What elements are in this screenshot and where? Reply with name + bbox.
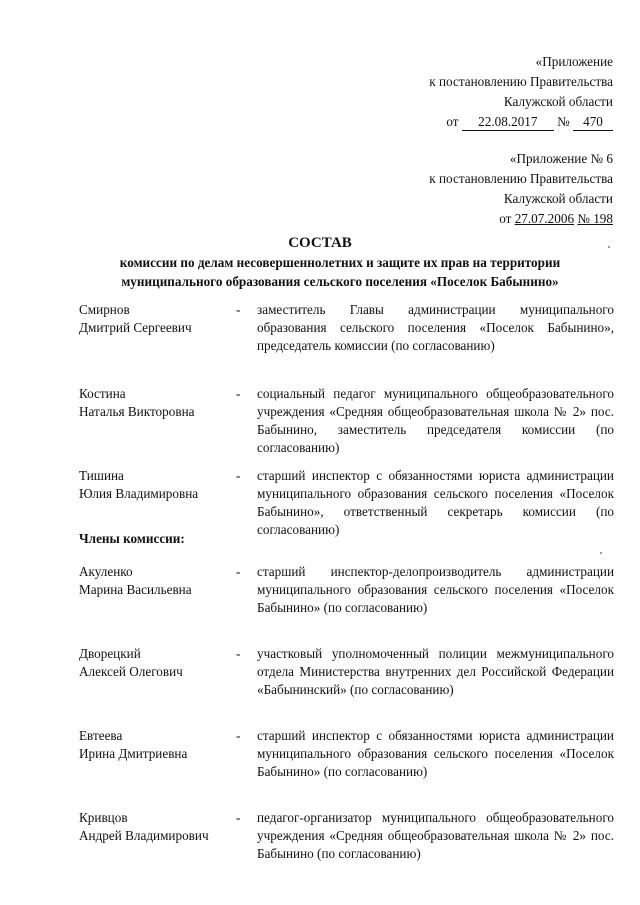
- member-given-name: Наталья Викторовна: [79, 404, 195, 419]
- member-role: участковый уполномоченный полиции межмуниципального отдела Министерства внутренних дел Российской Федерации «Бабынинский» (по согласованию): [257, 646, 614, 697]
- annex-date-line: [429, 209, 613, 229]
- member-row: [79, 727, 614, 781]
- member-role: заместитель Главы администрации муниципального образования сельского поселения «Поселок Бабынино», председатель комиссии (по согласованию): [257, 302, 614, 353]
- member-row: [79, 645, 614, 699]
- member-surname: Акуленко: [79, 564, 133, 579]
- resolution-number: № 198: [577, 211, 613, 226]
- member-row: [79, 301, 614, 355]
- member-name: [79, 467, 236, 539]
- dash-separator: -: [236, 468, 241, 483]
- member-row: [79, 385, 614, 457]
- member-surname: Кривцов: [79, 810, 128, 825]
- annex-title: «Приложение: [535, 54, 613, 69]
- title-line-1: комиссии по делам несовершеннолетних и защите их прав на территории: [119, 255, 561, 270]
- member-name: [79, 563, 236, 617]
- annex-resolution: к постановлению Правительства: [429, 74, 613, 89]
- document-title: [0, 233, 640, 291]
- member-name: [79, 809, 236, 863]
- member-name: [79, 727, 236, 781]
- member-role: старший инспектор-делопроизводитель администрации муниципального образования сельского поселения «Поселок Бабынино» (по согласованию): [257, 564, 614, 615]
- leaders-list: [79, 301, 614, 539]
- member-surname: Тишина: [79, 468, 124, 483]
- member-role: социальный педагог муниципального общеобразовательного учреждения «Средняя общеобразовательная школа № 2» пос. Бабынино, заместитель председателя комиссии (по согласованию): [257, 386, 614, 455]
- member-row: [79, 809, 614, 863]
- dash-separator: -: [236, 646, 241, 661]
- number-label: №: [557, 114, 570, 129]
- member-row: [79, 467, 614, 539]
- member-surname: Смирнов: [79, 302, 130, 317]
- member-surname: Костина: [79, 386, 126, 401]
- resolution-number: 470: [573, 114, 613, 131]
- from-label: от: [499, 211, 512, 226]
- annex-resolution: к постановлению Правительства: [429, 171, 613, 186]
- member-given-name: Ирина Дмитриевна: [79, 746, 188, 761]
- annex-region: Калужской области: [503, 191, 613, 206]
- resolution-date: 27.07.2006: [514, 211, 575, 226]
- annex-region: Калужской области: [503, 94, 613, 109]
- member-name: [79, 645, 236, 699]
- member-role: старший инспектор с обязанностями юриста администрации муниципального образования сельского поселения «Поселок Бабынино» (по согласованию): [257, 728, 614, 779]
- title-heading: СОСТАВ: [288, 235, 352, 251]
- dash-separator: -: [236, 728, 241, 743]
- from-label: от: [446, 114, 459, 129]
- scan-speck: [608, 246, 610, 248]
- scan-speck: [600, 552, 602, 554]
- members-heading: Члены комиссии:: [79, 531, 185, 546]
- annex-date-line: [429, 112, 613, 132]
- dash-separator: -: [236, 386, 241, 401]
- annex-header-2006: [429, 149, 613, 229]
- member-role: педагог-организатор муниципального общеобразовательного учреждения «Средняя общеобразовательная школа № 2» пос. Бабынино (по согласованию): [257, 810, 614, 861]
- dash-separator: -: [236, 564, 241, 579]
- annex-header-2017: [429, 52, 613, 132]
- member-surname: Дворецкий: [79, 646, 141, 661]
- member-given-name: Марина Васильевна: [79, 582, 192, 597]
- member-given-name: Дмитрий Сергеевич: [79, 320, 192, 335]
- dash-separator: -: [236, 810, 241, 825]
- member-given-name: Юлия Владимировна: [79, 486, 199, 501]
- member-row: [79, 563, 614, 617]
- member-given-name: Андрей Владимирович: [79, 828, 209, 843]
- resolution-date: 22.08.2017: [462, 114, 554, 131]
- member-given-name: Алексей Олегович: [79, 664, 183, 679]
- member-name: [79, 301, 236, 355]
- title-line-2: муниципального образования сельского поселения «Поселок Бабынино»: [121, 274, 559, 289]
- member-surname: Евтеева: [79, 728, 123, 743]
- dash-separator: -: [236, 302, 241, 317]
- member-name: [79, 385, 236, 457]
- annex-title: «Приложение № 6: [509, 151, 613, 166]
- member-role: старший инспектор с обязанностями юриста администрации муниципального образования сельского поселения «Поселок Бабынино», ответственный секретарь комиссии (по согласованию): [257, 468, 614, 537]
- members-list: [79, 563, 614, 863]
